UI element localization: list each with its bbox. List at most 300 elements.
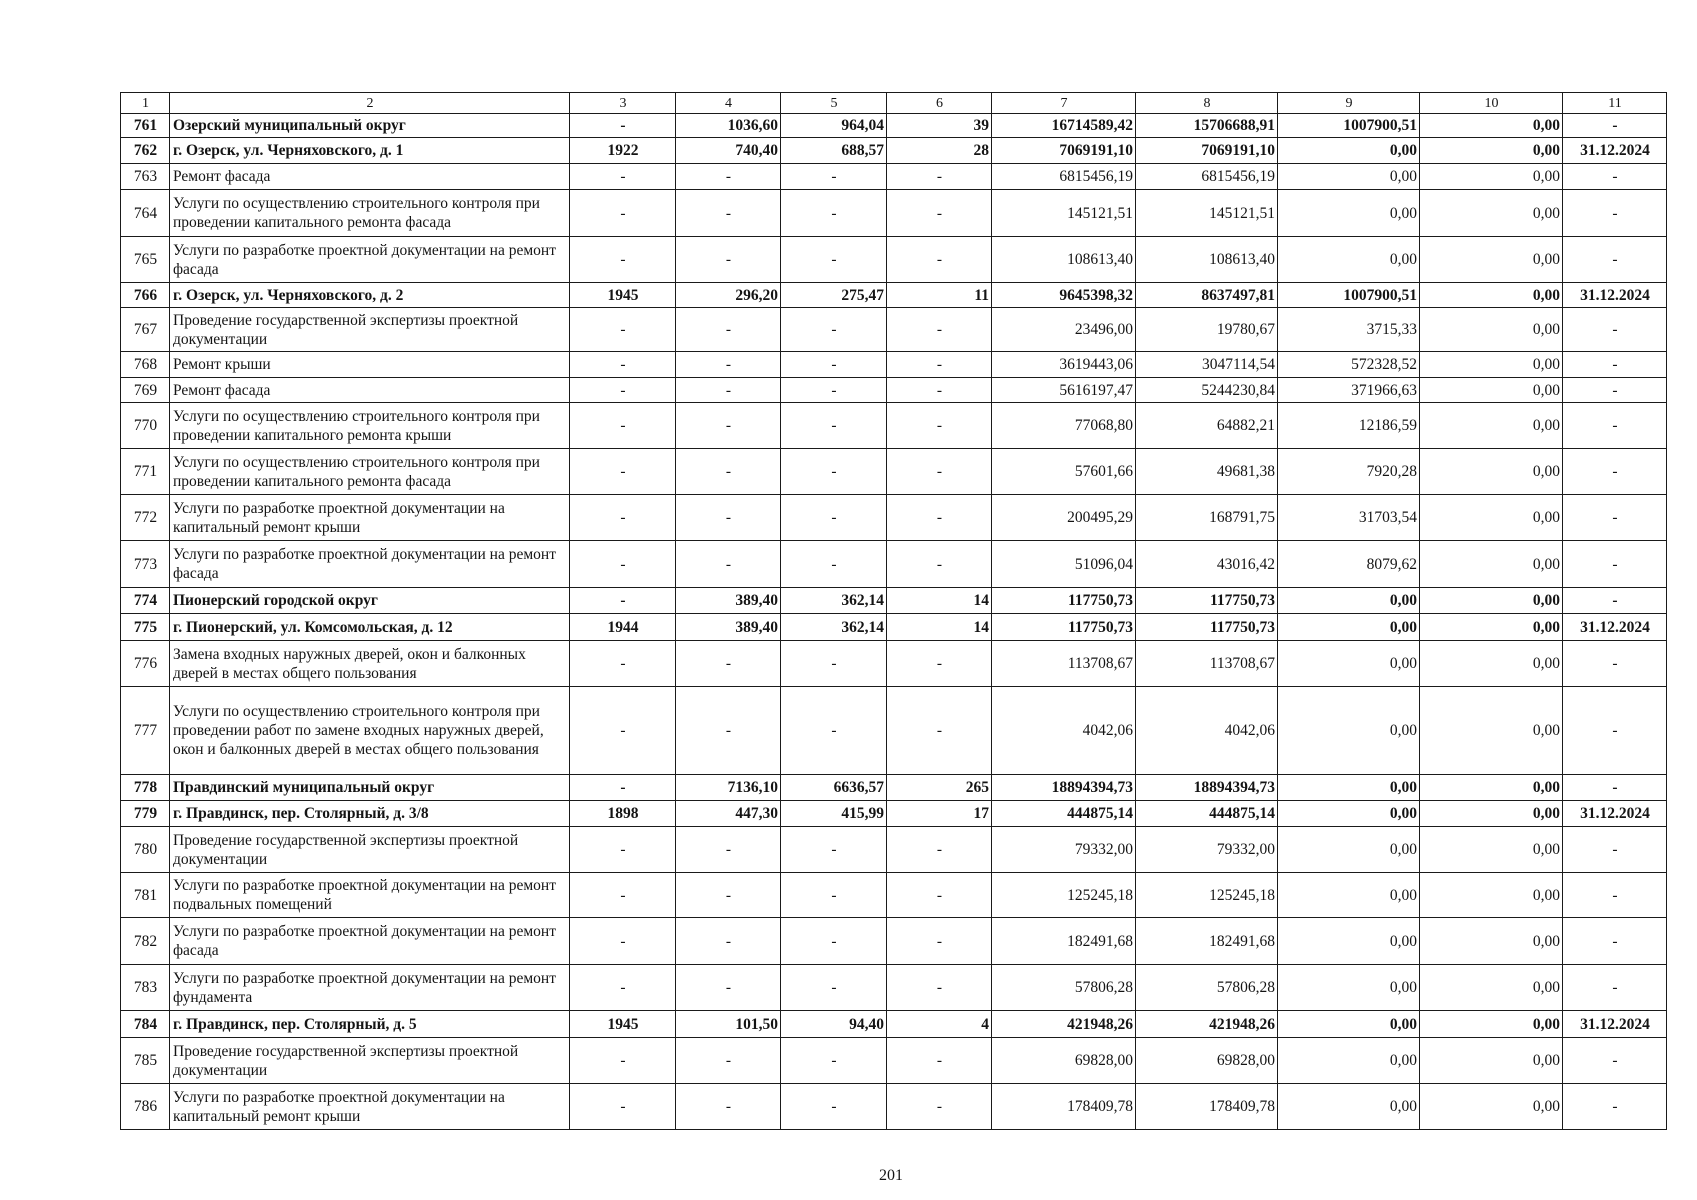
cell-col-8: 444875,14	[1136, 801, 1278, 827]
cell-col-10: 0,00	[1420, 495, 1563, 541]
item-name-cell: Услуги по осуществлению строительного контроля при проведении капитального ремонта фасада	[170, 190, 570, 237]
cell-col-4: -	[676, 352, 781, 378]
cell-col-11: -	[1563, 308, 1667, 352]
cell-col-11: -	[1563, 827, 1667, 873]
cell-col-4: 1036,60	[676, 114, 781, 138]
cell-col-3: -	[570, 164, 676, 190]
cell-col-8: 117750,73	[1136, 588, 1278, 614]
cell-col-6: -	[887, 965, 992, 1011]
table-row	[121, 801, 1667, 827]
cell-col-11: -	[1563, 352, 1667, 378]
cell-col-7: 444875,14	[992, 801, 1136, 827]
cell-col-5: 688,57	[781, 138, 887, 164]
cell-col-4: 740,40	[676, 138, 781, 164]
cell-col-10: 0,00	[1420, 614, 1563, 641]
cell-col-3: -	[570, 190, 676, 237]
cell-col-5: 964,04	[781, 114, 887, 138]
cell-col-5: -	[781, 918, 887, 965]
cell-col-6: -	[887, 541, 992, 588]
cell-col-4: -	[676, 164, 781, 190]
cell-col-10: 0,00	[1420, 775, 1563, 801]
cell-col-11: -	[1563, 403, 1667, 449]
cell-col-5: -	[781, 1038, 887, 1084]
cell-col-10: 0,00	[1420, 283, 1563, 308]
row-number-cell: 783	[121, 965, 170, 1011]
cell-col-11: -	[1563, 237, 1667, 283]
header-col-9: 9	[1278, 93, 1420, 114]
table-header	[121, 93, 1667, 114]
item-name-cell: г. Озерск, ул. Черняховского, д. 1	[170, 138, 570, 164]
cell-col-10: 0,00	[1420, 541, 1563, 588]
item-name-cell: Услуги по разработке проектной документации на ремонт фасада	[170, 541, 570, 588]
cell-col-11: 31.12.2024	[1563, 1011, 1667, 1038]
item-name-cell: Проведение государственной экспертизы проектной документации	[170, 827, 570, 873]
cell-col-8: 69828,00	[1136, 1038, 1278, 1084]
table-body	[121, 114, 1667, 1130]
cell-col-11: -	[1563, 495, 1667, 541]
cell-col-11: 31.12.2024	[1563, 283, 1667, 308]
item-name-cell: Услуги по осуществлению строительного контроля при проведении капитального ремонта фасада	[170, 449, 570, 495]
cell-col-4: 389,40	[676, 588, 781, 614]
cell-col-11: -	[1563, 1038, 1667, 1084]
cell-col-9: 0,00	[1278, 965, 1420, 1011]
cell-col-4: -	[676, 1084, 781, 1130]
cell-col-10: 0,00	[1420, 403, 1563, 449]
cell-col-3: -	[570, 827, 676, 873]
item-name-cell: Ремонт фасада	[170, 164, 570, 190]
cell-col-11: -	[1563, 873, 1667, 918]
row-number-cell: 782	[121, 918, 170, 965]
cell-col-10: 0,00	[1420, 114, 1563, 138]
cell-col-7: 117750,73	[992, 614, 1136, 641]
cell-col-7: 16714589,42	[992, 114, 1136, 138]
cell-col-4: 447,30	[676, 801, 781, 827]
cell-col-10: 0,00	[1420, 237, 1563, 283]
row-number-cell: 786	[121, 1084, 170, 1130]
cell-col-5: -	[781, 352, 887, 378]
cell-col-8: 18894394,73	[1136, 775, 1278, 801]
header-col-3: 3	[570, 93, 676, 114]
cell-col-9: 0,00	[1278, 1084, 1420, 1130]
cell-col-4: -	[676, 641, 781, 687]
cell-col-8: 43016,42	[1136, 541, 1278, 588]
table-row	[121, 965, 1667, 1011]
cell-col-11: -	[1563, 378, 1667, 403]
cell-col-8: 4042,06	[1136, 687, 1278, 775]
cell-col-3: -	[570, 873, 676, 918]
cell-col-3: -	[570, 1084, 676, 1130]
cell-col-10: 0,00	[1420, 687, 1563, 775]
cell-col-6: 4	[887, 1011, 992, 1038]
item-name-cell: г. Озерск, ул. Черняховского, д. 2	[170, 283, 570, 308]
item-name-cell: Услуги по разработке проектной документации на ремонт фасада	[170, 237, 570, 283]
cell-col-9: 0,00	[1278, 190, 1420, 237]
cell-col-6: -	[887, 308, 992, 352]
cell-col-4: 101,50	[676, 1011, 781, 1038]
cell-col-9: 31703,54	[1278, 495, 1420, 541]
item-name-cell: Услуги по разработке проектной документации на ремонт фундамента	[170, 965, 570, 1011]
cell-col-4: 296,20	[676, 283, 781, 308]
cell-col-7: 117750,73	[992, 588, 1136, 614]
cell-col-10: 0,00	[1420, 352, 1563, 378]
cell-col-11: 31.12.2024	[1563, 614, 1667, 641]
cell-col-7: 145121,51	[992, 190, 1136, 237]
table-row	[121, 114, 1667, 138]
header-col-2: 2	[170, 93, 570, 114]
cell-col-10: 0,00	[1420, 138, 1563, 164]
cell-col-5: -	[781, 308, 887, 352]
cell-col-9: 0,00	[1278, 237, 1420, 283]
cell-col-9: 3715,33	[1278, 308, 1420, 352]
row-number-cell: 765	[121, 237, 170, 283]
item-name-cell: Услуги по разработке проектной документации на капитальный ремонт крыши	[170, 495, 570, 541]
cell-col-10: 0,00	[1420, 827, 1563, 873]
cell-col-8: 49681,38	[1136, 449, 1278, 495]
table-row	[121, 1084, 1667, 1130]
cell-col-7: 79332,00	[992, 827, 1136, 873]
cell-col-8: 6815456,19	[1136, 164, 1278, 190]
cell-col-11: -	[1563, 114, 1667, 138]
cell-col-6: -	[887, 1084, 992, 1130]
header-col-10: 10	[1420, 93, 1563, 114]
header-col-6: 6	[887, 93, 992, 114]
row-number-cell: 775	[121, 614, 170, 641]
cell-col-5: -	[781, 1084, 887, 1130]
cell-col-11: -	[1563, 775, 1667, 801]
cell-col-3: -	[570, 495, 676, 541]
cell-col-5: -	[781, 687, 887, 775]
cell-col-10: 0,00	[1420, 641, 1563, 687]
cell-col-6: 17	[887, 801, 992, 827]
cell-col-7: 125245,18	[992, 873, 1136, 918]
table-row	[121, 588, 1667, 614]
table-row	[121, 1038, 1667, 1084]
table-row	[121, 775, 1667, 801]
header-col-1: 1	[121, 93, 170, 114]
item-name-cell: г. Правдинск, пер. Столярный, д. 5	[170, 1011, 570, 1038]
cell-col-9: 0,00	[1278, 588, 1420, 614]
cell-col-3: 1945	[570, 283, 676, 308]
cell-col-8: 145121,51	[1136, 190, 1278, 237]
cell-col-11: -	[1563, 965, 1667, 1011]
cell-col-11: 31.12.2024	[1563, 801, 1667, 827]
cell-col-4: -	[676, 873, 781, 918]
cell-col-7: 69828,00	[992, 1038, 1136, 1084]
row-number-cell: 769	[121, 378, 170, 403]
cell-col-6: 14	[887, 588, 992, 614]
cell-col-3: -	[570, 449, 676, 495]
cell-col-9: 0,00	[1278, 641, 1420, 687]
row-number-cell: 772	[121, 495, 170, 541]
item-name-cell: Услуги по разработке проектной документации на капитальный ремонт крыши	[170, 1084, 570, 1130]
row-number-cell: 774	[121, 588, 170, 614]
row-number-cell: 777	[121, 687, 170, 775]
cell-col-4: -	[676, 449, 781, 495]
cell-col-4: -	[676, 1038, 781, 1084]
table-row	[121, 449, 1667, 495]
cell-col-11: -	[1563, 687, 1667, 775]
cell-col-6: -	[887, 918, 992, 965]
cell-col-9: 0,00	[1278, 1011, 1420, 1038]
cell-col-7: 6815456,19	[992, 164, 1136, 190]
cell-col-10: 0,00	[1420, 588, 1563, 614]
cell-col-10: 0,00	[1420, 965, 1563, 1011]
table-row	[121, 308, 1667, 352]
cell-col-5: 362,14	[781, 614, 887, 641]
header-col-8: 8	[1136, 93, 1278, 114]
cell-col-9: 1007900,51	[1278, 283, 1420, 308]
cell-col-9: 0,00	[1278, 164, 1420, 190]
cell-col-6: -	[887, 495, 992, 541]
cell-col-8: 57806,28	[1136, 965, 1278, 1011]
cell-col-3: -	[570, 775, 676, 801]
cell-col-4: -	[676, 541, 781, 588]
table-row	[121, 164, 1667, 190]
cell-col-10: 0,00	[1420, 164, 1563, 190]
cell-col-3: -	[570, 114, 676, 138]
cell-col-10: 0,00	[1420, 1011, 1563, 1038]
cell-col-3: -	[570, 237, 676, 283]
row-number-cell: 764	[121, 190, 170, 237]
cell-col-4: 7136,10	[676, 775, 781, 801]
cell-col-11: -	[1563, 541, 1667, 588]
row-number-cell: 784	[121, 1011, 170, 1038]
page-number: 201	[879, 1167, 903, 1184]
table-row	[121, 873, 1667, 918]
row-number-cell: 781	[121, 873, 170, 918]
cell-col-8: 117750,73	[1136, 614, 1278, 641]
header-col-4: 4	[676, 93, 781, 114]
cell-col-7: 200495,29	[992, 495, 1136, 541]
cell-col-8: 5244230,84	[1136, 378, 1278, 403]
cell-col-7: 77068,80	[992, 403, 1136, 449]
table-row	[121, 827, 1667, 873]
cell-col-3: -	[570, 403, 676, 449]
header-col-11: 11	[1563, 93, 1667, 114]
table-row	[121, 138, 1667, 164]
cell-col-5: -	[781, 378, 887, 403]
cell-col-9: 371966,63	[1278, 378, 1420, 403]
header-col-5: 5	[781, 93, 887, 114]
cell-col-5: -	[781, 237, 887, 283]
cell-col-9: 0,00	[1278, 614, 1420, 641]
cell-col-4: -	[676, 495, 781, 541]
cell-col-3: -	[570, 588, 676, 614]
cell-col-7: 18894394,73	[992, 775, 1136, 801]
cell-col-9: 0,00	[1278, 1038, 1420, 1084]
item-name-cell: г. Пионерский, ул. Комсомольская, д. 12	[170, 614, 570, 641]
cell-col-5: -	[781, 873, 887, 918]
row-number-cell: 763	[121, 164, 170, 190]
cell-col-8: 108613,40	[1136, 237, 1278, 283]
cell-col-11: -	[1563, 588, 1667, 614]
cell-col-8: 421948,26	[1136, 1011, 1278, 1038]
row-number-cell: 771	[121, 449, 170, 495]
item-name-cell: Ремонт фасада	[170, 378, 570, 403]
cell-col-4: -	[676, 378, 781, 403]
cell-col-9: 1007900,51	[1278, 114, 1420, 138]
cell-col-9: 0,00	[1278, 873, 1420, 918]
cell-col-8: 8637497,81	[1136, 283, 1278, 308]
cell-col-4: -	[676, 308, 781, 352]
cell-col-6: -	[887, 164, 992, 190]
cell-col-4: -	[676, 403, 781, 449]
cell-col-8: 182491,68	[1136, 918, 1278, 965]
item-name-cell: Пионерский городской округ	[170, 588, 570, 614]
cell-col-3: -	[570, 352, 676, 378]
cell-col-5: 94,40	[781, 1011, 887, 1038]
cell-col-6: -	[887, 449, 992, 495]
cell-col-7: 51096,04	[992, 541, 1136, 588]
cell-col-3: -	[570, 1038, 676, 1084]
cell-col-9: 0,00	[1278, 827, 1420, 873]
cell-col-8: 79332,00	[1136, 827, 1278, 873]
table-row	[121, 541, 1667, 588]
table-row	[121, 687, 1667, 775]
cell-col-5: 415,99	[781, 801, 887, 827]
cell-col-6: -	[887, 190, 992, 237]
cell-col-8: 64882,21	[1136, 403, 1278, 449]
cell-col-5: -	[781, 164, 887, 190]
table-row	[121, 403, 1667, 449]
row-number-cell: 785	[121, 1038, 170, 1084]
cell-col-7: 182491,68	[992, 918, 1136, 965]
cell-col-4: -	[676, 237, 781, 283]
item-name-cell: Проведение государственной экспертизы проектной документации	[170, 308, 570, 352]
table-row	[121, 352, 1667, 378]
item-name-cell: Замена входных наружных дверей, окон и балконных дверей в местах общего пользования	[170, 641, 570, 687]
cell-col-6: -	[887, 403, 992, 449]
cell-col-7: 4042,06	[992, 687, 1136, 775]
item-name-cell: Правдинский муниципальный округ	[170, 775, 570, 801]
cell-col-5: -	[781, 827, 887, 873]
row-number-cell: 767	[121, 308, 170, 352]
cell-col-5: 6636,57	[781, 775, 887, 801]
item-name-cell: Услуги по разработке проектной документации на ремонт подвальных помещений	[170, 873, 570, 918]
item-name-cell: Проведение государственной экспертизы проектной документации	[170, 1038, 570, 1084]
cell-col-7: 3619443,06	[992, 352, 1136, 378]
row-number-cell: 778	[121, 775, 170, 801]
cell-col-9: 8079,62	[1278, 541, 1420, 588]
cell-col-7: 108613,40	[992, 237, 1136, 283]
cell-col-11: -	[1563, 190, 1667, 237]
cell-col-4: -	[676, 965, 781, 1011]
cell-col-6: -	[887, 378, 992, 403]
cell-col-10: 0,00	[1420, 1038, 1563, 1084]
cell-col-3: -	[570, 641, 676, 687]
cell-col-8: 7069191,10	[1136, 138, 1278, 164]
cell-col-5: -	[781, 541, 887, 588]
cell-col-5: -	[781, 965, 887, 1011]
cell-col-5: 362,14	[781, 588, 887, 614]
cell-col-6: -	[887, 687, 992, 775]
cell-col-4: -	[676, 687, 781, 775]
repair-program-table	[120, 92, 1667, 1130]
cell-col-8: 125245,18	[1136, 873, 1278, 918]
row-number-cell: 766	[121, 283, 170, 308]
cell-col-8: 15706688,91	[1136, 114, 1278, 138]
row-number-cell: 773	[121, 541, 170, 588]
cell-col-9: 12186,59	[1278, 403, 1420, 449]
cell-col-9: 0,00	[1278, 775, 1420, 801]
cell-col-3: 1944	[570, 614, 676, 641]
header-col-7: 7	[992, 93, 1136, 114]
item-name-cell: г. Правдинск, пер. Столярный, д. 3/8	[170, 801, 570, 827]
cell-col-5: -	[781, 449, 887, 495]
cell-col-5: -	[781, 641, 887, 687]
cell-col-9: 0,00	[1278, 918, 1420, 965]
row-number-cell: 779	[121, 801, 170, 827]
cell-col-4: -	[676, 827, 781, 873]
cell-col-8: 178409,78	[1136, 1084, 1278, 1130]
cell-col-8: 19780,67	[1136, 308, 1278, 352]
cell-col-3: -	[570, 308, 676, 352]
cell-col-6: -	[887, 641, 992, 687]
table-row	[121, 190, 1667, 237]
cell-col-11: -	[1563, 918, 1667, 965]
cell-col-7: 113708,67	[992, 641, 1136, 687]
cell-col-4: 389,40	[676, 614, 781, 641]
cell-col-9: 0,00	[1278, 801, 1420, 827]
table-row	[121, 495, 1667, 541]
cell-col-6: -	[887, 827, 992, 873]
cell-col-10: 0,00	[1420, 918, 1563, 965]
cell-col-7: 23496,00	[992, 308, 1136, 352]
cell-col-10: 0,00	[1420, 190, 1563, 237]
cell-col-6: -	[887, 873, 992, 918]
cell-col-6: 11	[887, 283, 992, 308]
cell-col-8: 113708,67	[1136, 641, 1278, 687]
cell-col-7: 5616197,47	[992, 378, 1136, 403]
cell-col-11: -	[1563, 1084, 1667, 1130]
cell-col-9: 7920,28	[1278, 449, 1420, 495]
item-name-cell: Услуги по разработке проектной документации на ремонт фасада	[170, 918, 570, 965]
cell-col-3: -	[570, 687, 676, 775]
cell-col-4: -	[676, 190, 781, 237]
cell-col-8: 3047114,54	[1136, 352, 1278, 378]
cell-col-5: -	[781, 495, 887, 541]
row-number-cell: 770	[121, 403, 170, 449]
cell-col-5: -	[781, 190, 887, 237]
cell-col-4: -	[676, 918, 781, 965]
cell-col-5: -	[781, 403, 887, 449]
cell-col-3: 1945	[570, 1011, 676, 1038]
cell-col-7: 7069191,10	[992, 138, 1136, 164]
cell-col-5: 275,47	[781, 283, 887, 308]
item-name-cell: Ремонт крыши	[170, 352, 570, 378]
cell-col-3: -	[570, 965, 676, 1011]
cell-col-10: 0,00	[1420, 873, 1563, 918]
row-number-cell: 776	[121, 641, 170, 687]
header-row	[121, 93, 1667, 114]
cell-col-3: -	[570, 378, 676, 403]
row-number-cell: 762	[121, 138, 170, 164]
table-row	[121, 283, 1667, 308]
cell-col-6: -	[887, 352, 992, 378]
table-row	[121, 614, 1667, 641]
cell-col-10: 0,00	[1420, 378, 1563, 403]
cell-col-6: -	[887, 237, 992, 283]
table-row	[121, 641, 1667, 687]
table-row	[121, 237, 1667, 283]
table-row	[121, 378, 1667, 403]
cell-col-7: 57601,66	[992, 449, 1136, 495]
item-name-cell: Услуги по осуществлению строительного контроля при проведении работ по замене входных наружных дверей, окон и балконных дверей в местах общего пользования	[170, 687, 570, 775]
row-number-cell: 780	[121, 827, 170, 873]
item-name-cell: Услуги по осуществлению строительного контроля при проведении капитального ремонта крыши	[170, 403, 570, 449]
cell-col-6: -	[887, 1038, 992, 1084]
row-number-cell: 768	[121, 352, 170, 378]
